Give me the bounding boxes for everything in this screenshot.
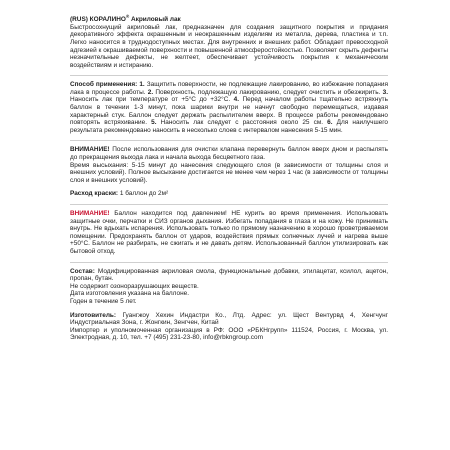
step-number: 6. — [323, 119, 333, 127]
step-text: Для наилучшего результата рекомендовано наносить в несколько слоев с интервалом нанесения 5-15 мин. — [70, 119, 388, 134]
divider — [70, 75, 388, 76]
product-title — [70, 13, 388, 24]
consumption-value: 1 баллон до 2м² — [118, 190, 169, 198]
safety-warning — [70, 210, 388, 256]
product-description: Быстросохнущий акриловый лак, предназначен для создания защитного покрытия и придания декоративного эффекта окрашенным и неокрашенным изделиям из металла, дерева, пластика и т.п. Легко наносится в труднодоступных местах. Для внутренних и внешних работ. Обладает превосходной адгезией к окрашиваемой поверхности и повышенной атмосферостойкостью. Позволяет скрыть дефекты незначительные дефекты, не желтеет, обеспечивает устойчивость покрытия к механическим воздействиям и истиранию. — [70, 23, 388, 69]
attention-note — [70, 146, 388, 184]
drying-time: Время высыхания: 5-15 минут до нанесения следующего слоя (в зависимости от толщины слоя и внешних условий). Полное высыхание достигается не менее чем через 1 час (в зависимости от толщины слоя и внешних условий). — [70, 161, 388, 184]
label-document — [70, 13, 388, 348]
warning-text: Баллон находится под давлением! НЕ курить во время применения. Использовать защитные очки, перчатки и СИЗ органов дыхания. Избегать попадания в глаза и на кожу. Не принимать внутрь. Не вдыхать испарения. Использовать только по прямому назначению в хорошо проветриваемом помещении. Предохранять баллон от ударов, воздействия прямых солнечных лучей и нагрева выше +50°С. Баллон не разбирать, не сжигать и не давать детям. Использованный баллон утилизировать как бытовой отход. — [70, 210, 388, 255]
application-method-label: Способ применения: — [70, 81, 138, 89]
step-number: 2. — [145, 88, 154, 96]
attention-label: ВНИМАНИЕ! — [70, 146, 110, 154]
attention-text: После использования для очистки клапана перевернуть баллон вверх дном и распылять до прекращения выхода лака и начала выхода бесцветного газа. — [70, 146, 388, 162]
ozone-note: Не содержит озоноразрушающих веществ. — [70, 282, 199, 290]
manufacturer-label: Изготовитель: — [70, 311, 117, 319]
divider — [70, 204, 388, 205]
manufacture-date-note: Дата изготовления указана на баллоне. — [70, 290, 189, 298]
manufacturer-text: Гуангжоу Хехин Индастри Ко., Лтд. Адрес: ул. Щест Вентурвд 4, Хенгчунг Индустриальная Зона, г. Жонгкин, Зенгчен, Китай — [70, 311, 388, 327]
composition-label: Состав: — [70, 267, 95, 275]
warning-label: ВНИМАНИЕ! — [70, 210, 110, 218]
application-method — [70, 81, 388, 134]
composition-text: Модифицированная акриловая смола, функциональные добавки, этилацетат, ксилол, ацетон, пропан, бутан. — [70, 267, 388, 283]
step-text: Поверхность, подлежащую лакированию, следует очистить и обезжирить. — [153, 88, 381, 96]
step-text: Наносить лак при температуре от +5°С до +32°С. — [70, 96, 231, 104]
consumption — [70, 190, 388, 198]
manufacturer — [70, 312, 388, 342]
composition — [70, 268, 388, 306]
step-text: Наносить лак следует с расстояния около 25 см. — [156, 119, 324, 127]
step-number: 3. — [380, 88, 388, 96]
registered-mark: ® — [125, 14, 130, 19]
divider — [70, 262, 388, 263]
step-number: 5. — [147, 119, 157, 127]
step-text: Защитить поверхности, не подлежащие лакированию, во избежание попадания лака в процессе работы. — [70, 81, 388, 96]
step-number: 1. — [137, 81, 145, 89]
product-title-prefix: (RUS) КОРАЛИНО — [70, 16, 126, 24]
importer-info: Импортер и уполномоченная организация в РФ: ООО «РБКНгрупп» 111524, Россия, г. Москва, ул. Электродная, д. 10, тел. +7 (495) 231-23-80, info@rbkngroup.com — [70, 326, 388, 342]
step-text: Перед началом работы тщательно встряхнуть баллон в течении 1-3 минут, пока шарики внутри не начнут свободно перемещаться, издавая характерный стук. Баллон следует держать распылителем вверх. В процессе работы рекомендовано повторять встряхивание. — [70, 96, 388, 127]
shelf-life: Годен в течение 5 лет. — [70, 297, 137, 305]
consumption-label: Расход краски: — [70, 190, 119, 198]
product-title-suffix: Акриловый лак — [129, 16, 181, 24]
divider — [70, 140, 388, 141]
step-number: 4. — [230, 96, 240, 104]
